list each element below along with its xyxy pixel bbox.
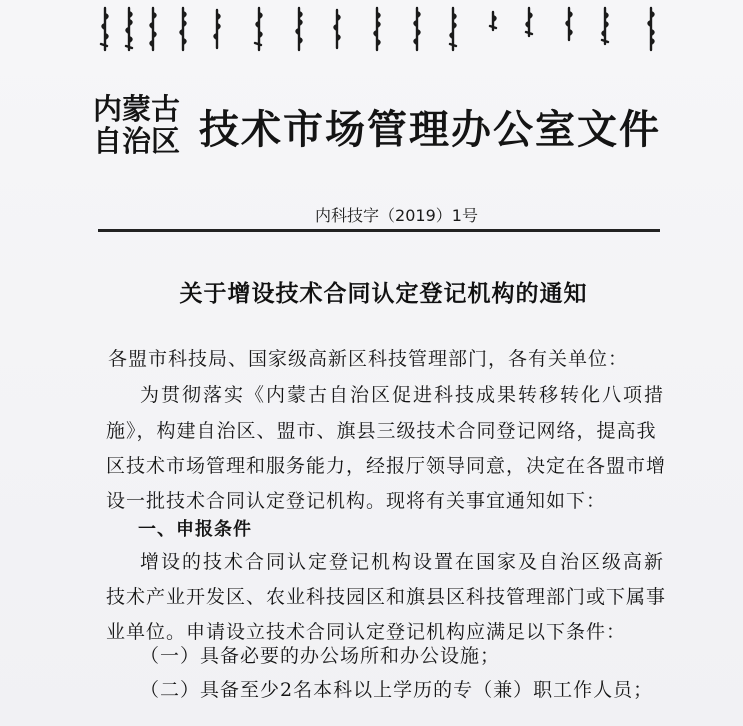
paragraph-line: 区技术市场管理和服务能力，经报厅领导同意，决定在各盟市增 bbox=[106, 455, 667, 477]
agency-office-name: 技术市场管理办公室文件 bbox=[199, 106, 661, 153]
mongolian-word-icon bbox=[446, 6, 460, 52]
agency-region-name bbox=[93, 93, 189, 157]
mongolian-word-icon bbox=[98, 6, 112, 52]
paragraph-line: 业单位。申请设立技术合同认定登记机构应满足以下条件： bbox=[106, 621, 627, 643]
mongolian-word-icon bbox=[146, 6, 160, 52]
mongolian-word-icon bbox=[644, 6, 658, 52]
mongolian-word-icon bbox=[252, 6, 266, 52]
paragraph-line: 增设的技术合同认定登记机构设置在国家及自治区级高新 bbox=[140, 551, 666, 573]
condition-item: （一）具备必要的办公场所和办公设施； bbox=[140, 645, 501, 667]
mongolian-word-icon bbox=[522, 6, 536, 52]
agency-region-line2: 自治区 bbox=[93, 124, 181, 158]
mongolian-word-icon bbox=[486, 6, 500, 52]
mongolian-word-icon bbox=[292, 6, 306, 52]
document-number: 内科技字（2019）1号 bbox=[315, 206, 478, 225]
mongolian-script-header bbox=[92, 6, 672, 54]
header-divider bbox=[98, 229, 660, 232]
mongolian-word-icon bbox=[210, 6, 224, 52]
condition-item: （二）具备至少2名本科以上学历的专（兼）职工作人员； bbox=[140, 679, 654, 701]
mongolian-word-icon bbox=[370, 6, 384, 52]
agency-region-line1: 内蒙古 bbox=[93, 92, 181, 126]
mongolian-word-icon bbox=[598, 6, 612, 52]
mongolian-word-icon bbox=[330, 6, 344, 52]
notice-title: 关于增设技术合同认定登记机构的通知 bbox=[179, 280, 588, 307]
paragraph-line: 施》，构建自治区、盟市、旗县三级技术合同登记网络，提高我 bbox=[106, 420, 657, 442]
mongolian-word-icon bbox=[562, 6, 576, 52]
mongolian-word-icon bbox=[176, 6, 190, 52]
paragraph-line: 技术产业开发区、农业科技园区和旗县区科技管理部门或下属事 bbox=[106, 586, 667, 608]
paragraph-line: 设一批技术合同认定登记机构。现将有关事宜通知如下： bbox=[106, 490, 607, 512]
section-heading: 一、申报条件 bbox=[138, 519, 252, 540]
salutation: 各盟市科技局、国家级高新区科技管理部门，各有关单位： bbox=[108, 348, 629, 370]
mongolian-word-icon bbox=[410, 6, 424, 52]
paragraph-line: 为贯彻落实《内蒙古自治区促进科技成果转移转化八项措 bbox=[140, 384, 666, 406]
mongolian-word-icon bbox=[122, 6, 136, 52]
